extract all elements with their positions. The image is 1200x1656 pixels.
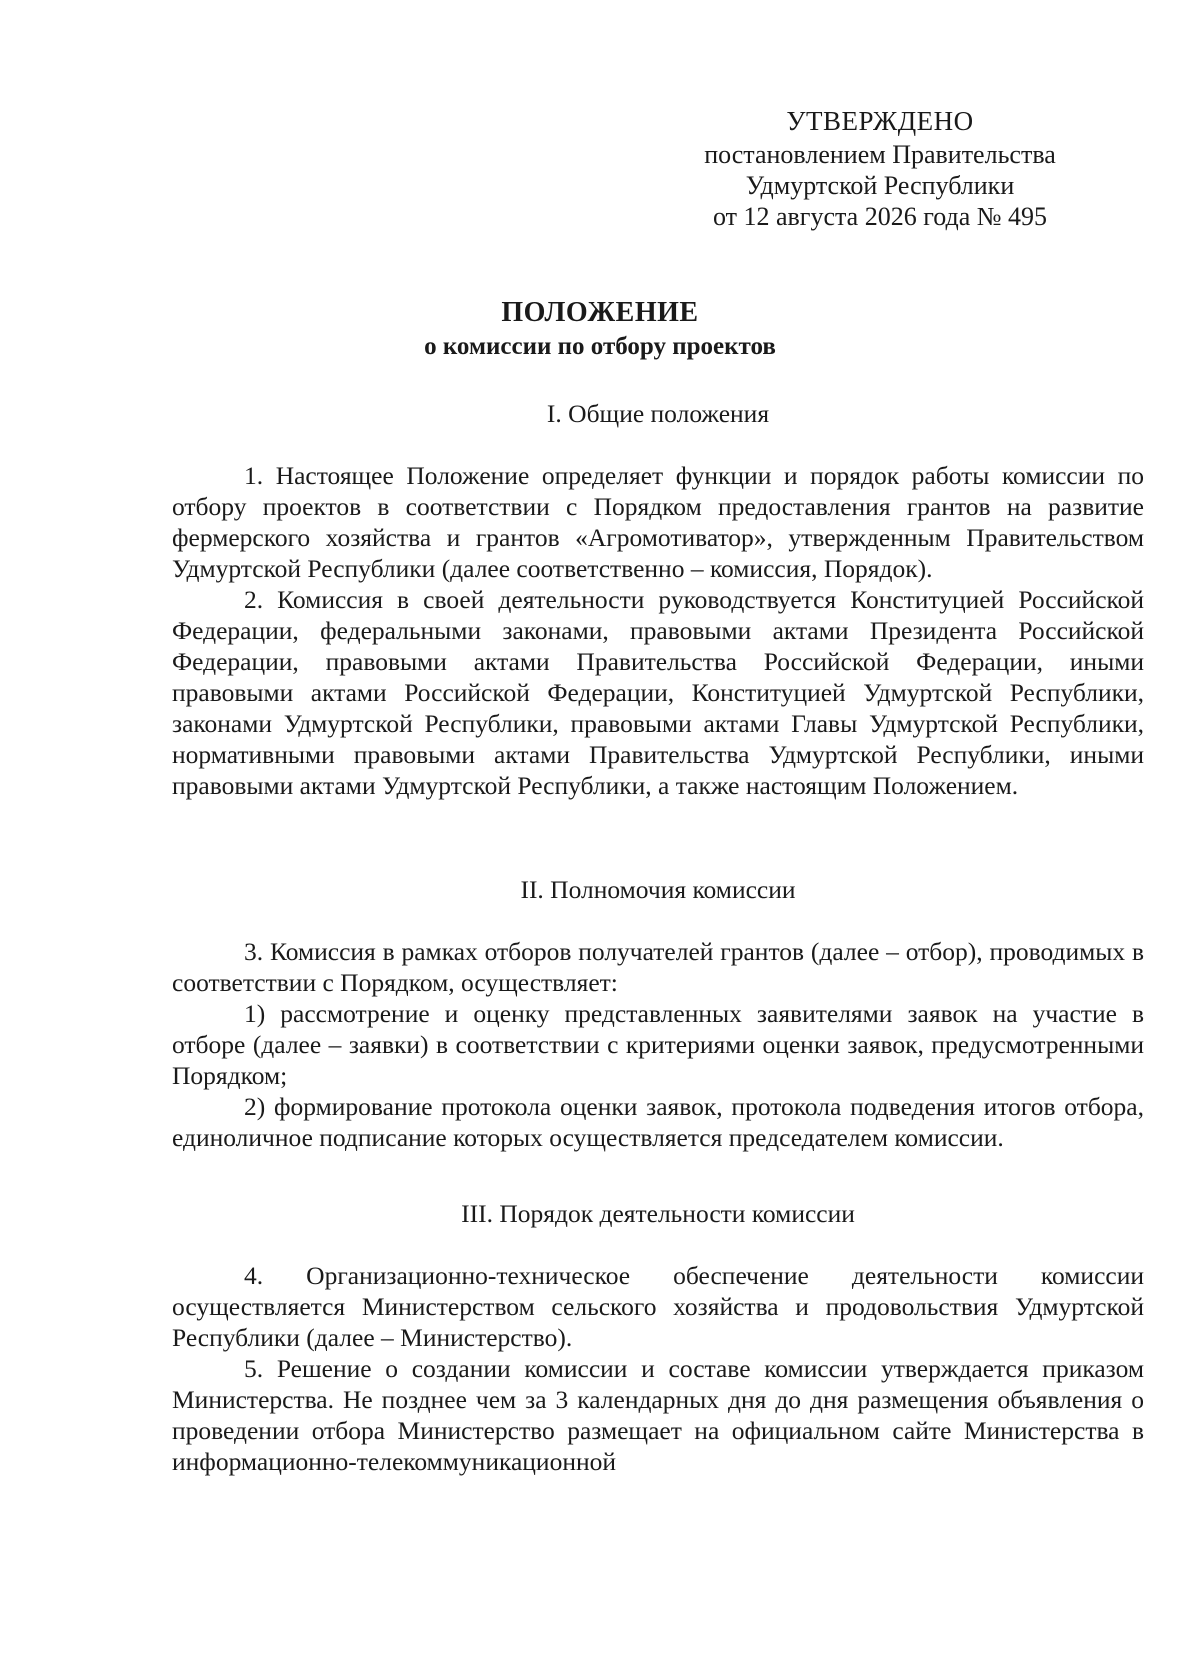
approval-line: постановлением Правительства [704, 140, 1056, 169]
paragraph: 1) рассмотрение и оценку представленных заявителями заявок на участие в отборе (далее – заявки) в соответствии с критериями оценки заявок, предусмотренными Порядком; [172, 999, 1144, 1090]
document-subtitle: о комиссии по отбору проектов [424, 333, 776, 360]
paragraph: 1. Настоящее Положение определяет функции и порядок работы комиссии по отбору проектов в соответствии с Порядком предоставления грантов на развитие фермерского хозяйства и грантов «Агромотиватор», утвержденным Правительством Удмуртской Республики (далее соответственно – комиссия, Порядок). [172, 461, 1144, 583]
section-body [172, 1260, 1144, 1477]
section-body [172, 460, 1144, 801]
paragraph: 3. Комиссия в рамках отборов получателей грантов (далее – отбор), проводимых в соответствии с Порядком, осуществляет: [172, 937, 1144, 997]
paragraph: 2) формирование протокола оценки заявок, протокола подведения итогов отбора, единоличное подписание которых осуществляется председателем комиссии. [172, 1092, 1144, 1152]
paragraph: 5. Решение о создании комиссии и составе комиссии утверждается приказом Министерства. Не позднее чем за 3 календарных дня до дня размещения объявления о проведении отбора Министерство размещает на официальном сайте Министерства в информационно-телекоммуникационной [172, 1354, 1144, 1476]
paragraph: 4. Организационно-техническое обеспечение деятельности комиссии осуществляется Министерством сельского хозяйства и продовольствия Удмуртской Республики (далее – Министерство). [172, 1261, 1144, 1352]
approval-heading: УТВЕРЖДЕНО [786, 106, 974, 136]
document-title-block [0, 296, 1200, 362]
approval-line: Удмуртской Республики [745, 171, 1015, 200]
section-heading: II. Полномочия комиссии [520, 875, 796, 904]
paragraph: 2. Комиссия в своей деятельности руководствуется Конституцией Российской Федерации, федеральными законами, правовыми актами Президента Российской Федерации, правовыми актами Правительства Российской Федерации, иными правовыми актами Российской Федерации, Конституцией Удмуртской Республики, законами Удмуртской Республики, правовыми актами Главы Удмуртской Республики, нормативными правовыми актами Правительства Удмуртской Республики, иными правовыми актами Удмуртской Республики, а также настоящим Положением. [172, 585, 1144, 800]
document-title: ПОЛОЖЕНИЕ [501, 297, 699, 328]
section-body [172, 936, 1144, 1153]
section-heading: III. Порядок деятельности комиссии [461, 1199, 855, 1228]
approval-date: от 12 августа 2026 года № 495 [712, 202, 1048, 231]
approval-stamp [670, 106, 1090, 232]
section-heading: I. Общие положения [546, 399, 770, 428]
